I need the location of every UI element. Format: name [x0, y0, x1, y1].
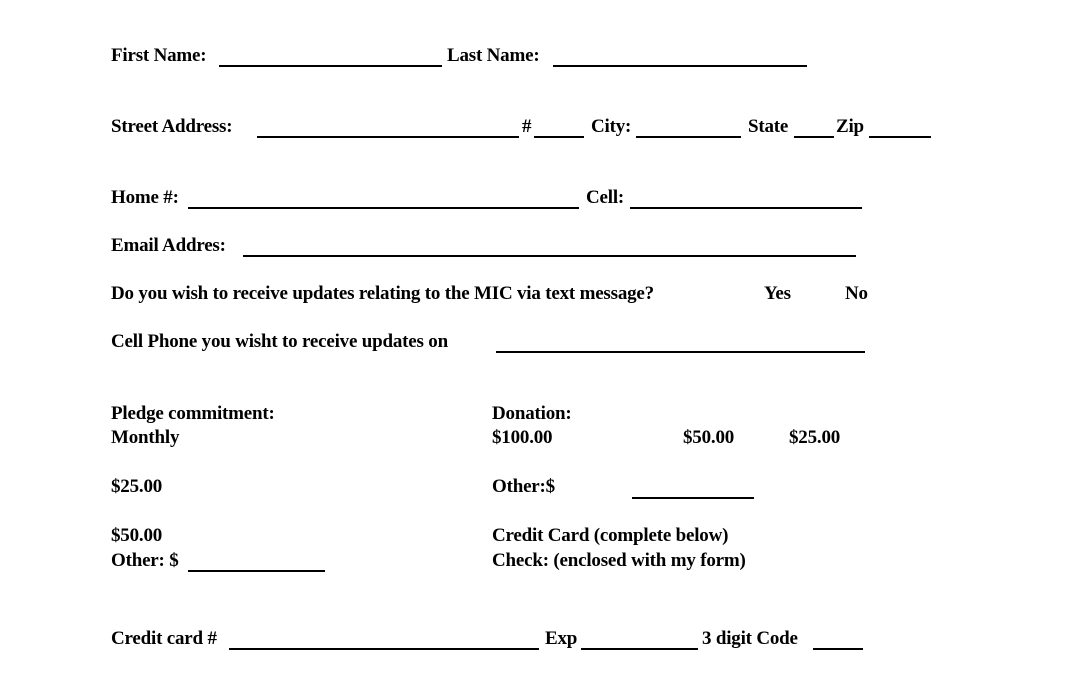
donation-amount-50[interactable]: $50.00 [683, 427, 735, 448]
donation-amount-25[interactable]: $25.00 [789, 427, 841, 448]
security-code-label: 3 digit Code [702, 628, 798, 649]
last-name-field[interactable] [553, 65, 807, 67]
zip-label: Zip [836, 116, 864, 137]
yes-option[interactable]: Yes [764, 283, 791, 304]
cell-field[interactable] [630, 207, 862, 209]
credit-card-number-label: Credit card # [111, 628, 217, 649]
house-number-label: # [522, 116, 532, 137]
exp-field[interactable] [581, 648, 698, 650]
credit-card-number-field[interactable] [229, 648, 539, 650]
city-field[interactable] [636, 136, 741, 138]
home-phone-label: Home #: [111, 187, 179, 208]
state-field[interactable] [794, 136, 834, 138]
cell-updates-field[interactable] [496, 351, 865, 353]
donation-heading: Donation: [492, 403, 572, 424]
state-label: State [748, 116, 789, 137]
first-name-field[interactable] [219, 65, 442, 67]
zip-field[interactable] [869, 136, 931, 138]
cell-updates-label: Cell Phone you wisht to receive updates on [111, 331, 448, 352]
donation-other-label: Other:$ [492, 476, 555, 497]
last-name-label: Last Name: [447, 45, 540, 66]
email-label: Email Addres: [111, 235, 226, 256]
cell-label: Cell: [586, 187, 625, 208]
home-phone-field[interactable] [188, 207, 579, 209]
first-name-label: First Name: [111, 45, 207, 66]
pledge-other-field[interactable] [188, 570, 325, 572]
pledge-other-label: Other: $ [111, 550, 179, 571]
pledge-monthly-label: Monthly [111, 427, 180, 448]
credit-card-option[interactable]: Credit Card (complete below) [492, 525, 729, 546]
street-address-label: Street Address: [111, 116, 233, 137]
pledge-amount-50[interactable]: $50.00 [111, 525, 163, 546]
check-option[interactable]: Check: (enclosed with my form) [492, 550, 746, 571]
no-option[interactable]: No [845, 283, 868, 304]
pledge-amount-25[interactable]: $25.00 [111, 476, 163, 497]
exp-label: Exp [545, 628, 578, 649]
house-number-field[interactable] [534, 136, 584, 138]
text-updates-question: Do you wish to receive updates relating to the MIC via text message? [111, 283, 654, 304]
donation-amount-100[interactable]: $100.00 [492, 427, 553, 448]
email-field[interactable] [243, 255, 856, 257]
street-address-field[interactable] [257, 136, 519, 138]
pledge-heading: Pledge commitment: [111, 403, 275, 424]
donation-other-field[interactable] [632, 497, 754, 499]
city-label: City: [591, 116, 632, 137]
security-code-field[interactable] [813, 648, 863, 650]
